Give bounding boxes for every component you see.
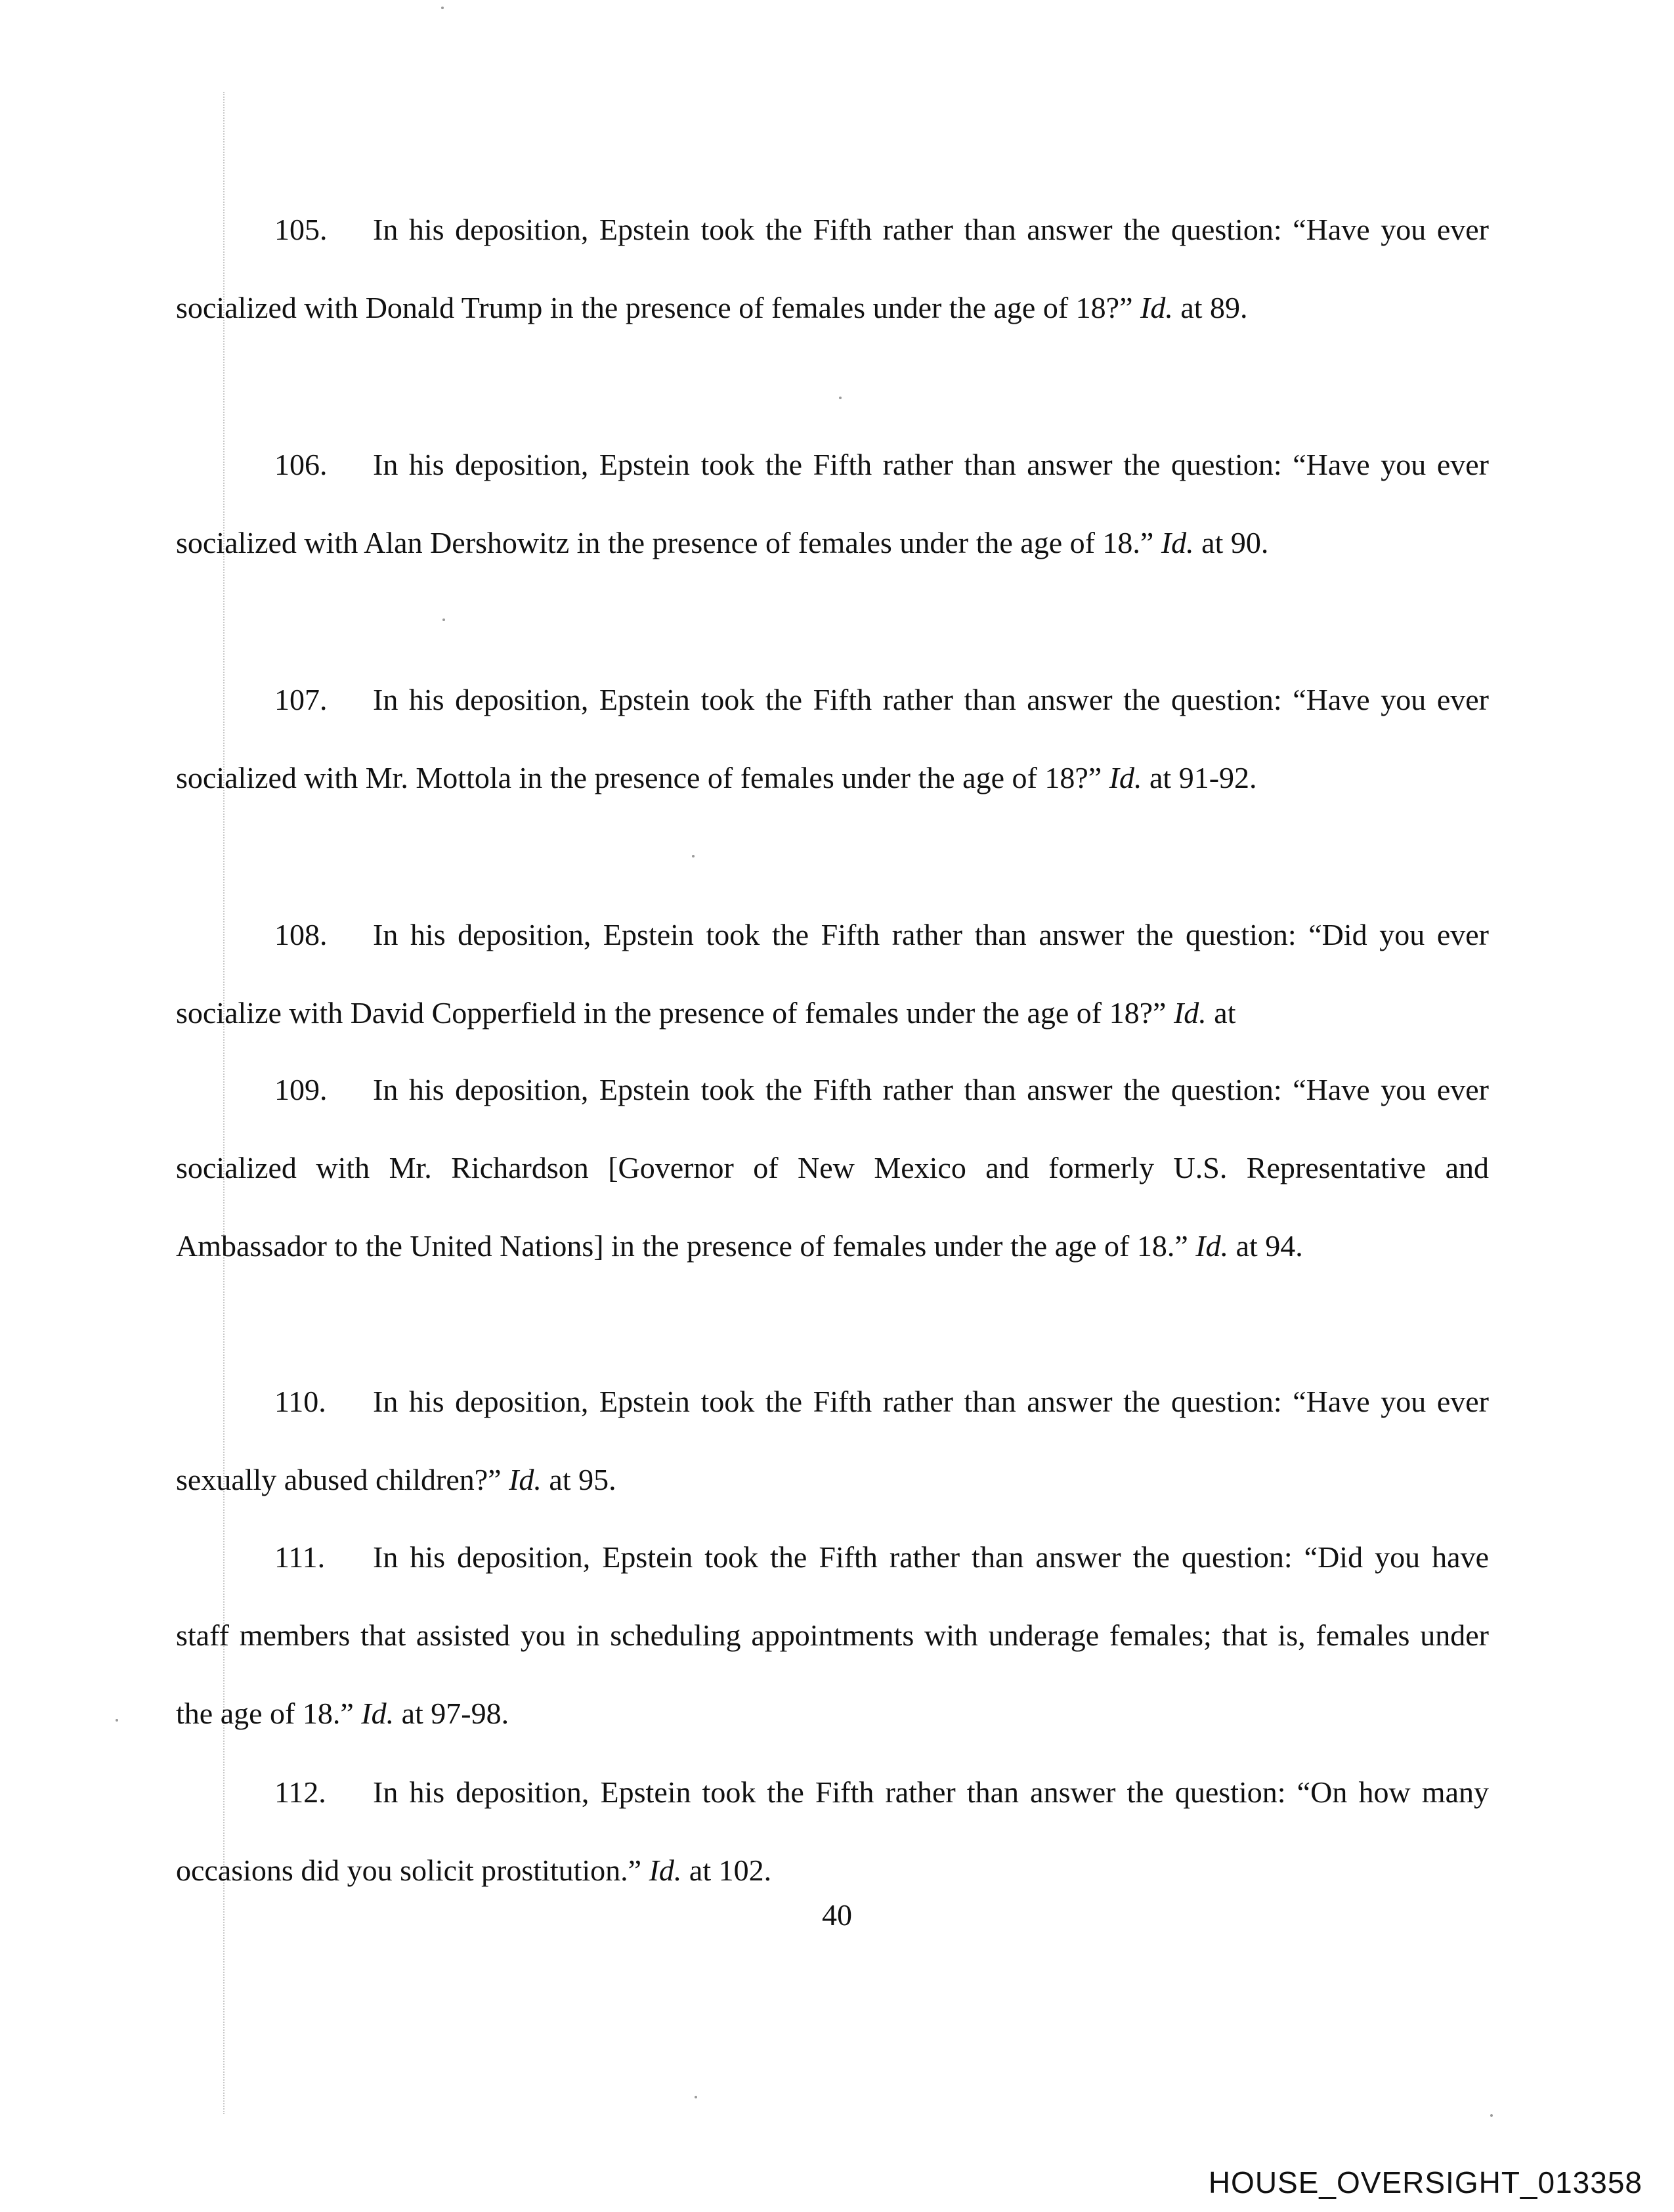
citation-page: at 97-98. — [401, 1697, 509, 1730]
paragraph-text: In his deposition, Epstein took the Fifth rather than answer the question: “Have you ever socialized with Mr. Mottola in the presence of females under the age of 18?” — [176, 683, 1489, 794]
page-number: 40 — [822, 1898, 852, 1932]
citation-page: at — [1214, 996, 1236, 1030]
scan-speck — [692, 855, 695, 857]
citation: Id. — [1161, 526, 1194, 559]
citation-page: at 95. — [549, 1463, 616, 1496]
citation: Id. — [1109, 761, 1142, 794]
scan-speck — [441, 7, 444, 9]
citation: Id. — [1195, 1229, 1229, 1263]
paragraph-number: 106. — [274, 448, 328, 481]
paragraph-106 — [176, 425, 1489, 582]
citation: Id. — [1173, 996, 1207, 1030]
paragraph-text: In his deposition, Epstein took the Fifth rather than answer the question: “Have you ever sexually abused children?” — [176, 1385, 1489, 1496]
paragraph-text: In his deposition, Epstein took the Fifth rather than answer the question: “On how many occasions did you solicit prostitution.” — [176, 1775, 1489, 1887]
citation: Id. — [509, 1463, 542, 1496]
scan-speck — [116, 1719, 118, 1722]
paragraph-text: In his deposition, Epstein took the Fifth rather than answer the question: “Have you ever socialized with Alan Dershowitz in the presence of females under the age of 18.” — [176, 448, 1489, 559]
bates-number: HOUSE_OVERSIGHT_013358 — [1208, 2165, 1642, 2200]
citation-page: at 102. — [689, 1854, 772, 1887]
scan-speck — [1490, 2114, 1493, 2117]
citation: Id. — [361, 1697, 395, 1730]
paragraph-number: 111. — [274, 1540, 326, 1574]
paragraph-112 — [176, 1753, 1489, 1909]
paragraph-text: In his deposition, Epstein took the Fifth rather than answer the question: “Have you ever socialized with Donald Trump in the presence of females under the age of 18?” — [176, 213, 1489, 324]
paragraph-number: 108. — [274, 918, 328, 951]
paragraph-number: 105. — [274, 213, 328, 246]
citation-page: at 94. — [1235, 1229, 1303, 1263]
paragraph-111 — [176, 1518, 1489, 1752]
paragraph-105 — [176, 190, 1489, 347]
paragraph-109 — [176, 1051, 1489, 1285]
citation-page: at 91-92. — [1149, 761, 1257, 794]
scan-speck — [442, 618, 445, 621]
paragraph-number: 109. — [274, 1073, 328, 1106]
paragraph-110 — [176, 1362, 1489, 1519]
paragraph-number: 112. — [274, 1775, 326, 1809]
citation: Id. — [649, 1854, 682, 1887]
paragraph-108 — [176, 896, 1489, 1052]
scan-speck — [839, 397, 842, 399]
paragraph-107 — [176, 661, 1489, 817]
paragraph-text: In his deposition, Epstein took the Fifth rather than answer the question: “Have you ever socialized with Mr. Richardson [Governor of New Mexico and formerly U.S. Representative and Ambassador to the United Nations] in the presence of females under the age of 18.” — [176, 1073, 1489, 1263]
paragraph-text: In his deposition, Epstein took the Fifth rather than answer the question: “Did you have staff members that assisted you in scheduling appointments with underage females; that is, females under the age of 18.” — [176, 1540, 1489, 1730]
citation-page: at 89. — [1180, 291, 1248, 324]
paragraph-text: In his deposition, Epstein took the Fifth rather than answer the question: “Did you ever socialize with David Copperfield in the presence of females under the age of 18?” — [176, 918, 1489, 1030]
citation-page: at 90. — [1201, 526, 1269, 559]
citation: Id. — [1140, 291, 1173, 324]
paragraph-number: 110. — [274, 1385, 326, 1418]
scan-speck — [695, 2096, 697, 2098]
paragraph-number: 107. — [274, 683, 328, 716]
